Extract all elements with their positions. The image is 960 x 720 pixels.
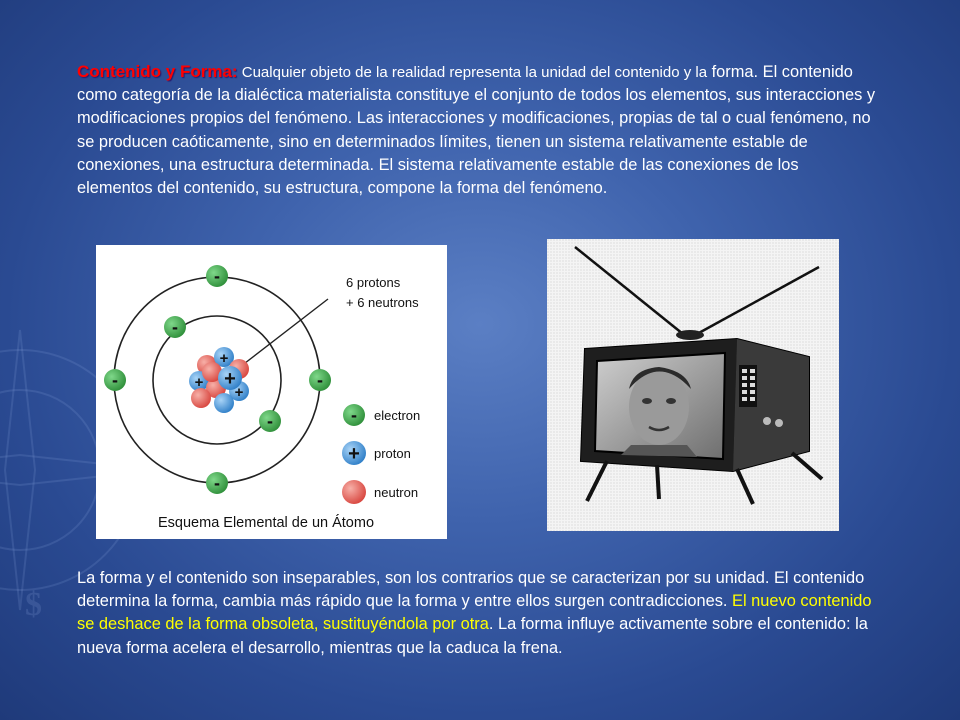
electron-sign: - — [214, 473, 220, 493]
paragraph2-after: . La forma influye activamente sobre el contenido: la nueva forma acelera el desarrollo, mientras que la caduca la frena. — [77, 615, 868, 657]
paragraph2-before: La forma y el contenido son inseparables, son los contrarios que se caracterizan por su unidad. El contenido determina la forma, cambia más rápido que la forma y entre ellos surgen contradicciones. — [77, 569, 865, 611]
nucleus — [189, 347, 249, 413]
atom-diagram-svg — [96, 245, 447, 539]
electron-sign: - — [172, 317, 178, 337]
atom-diagram — [96, 245, 447, 539]
paragraph2-highlight: El nuevo contenido se deshace de la forma obsoleta, sustituyéndola por otra — [77, 592, 872, 634]
proton-sign: + — [194, 374, 204, 391]
section-title-colon: : — [231, 62, 238, 81]
atom-caption: Esquema Elemental de un Átomo — [158, 515, 375, 531]
legend-neutron-swatch — [342, 480, 366, 504]
legend-electron-label: electron — [374, 408, 421, 423]
paragraph-lead: Cualquier objeto de la realidad representa la unidad del contenido y la — [237, 64, 708, 81]
electron-sign: - — [317, 370, 323, 390]
electron-sign: - — [112, 370, 118, 390]
legend-proton-sign: + — [348, 443, 360, 465]
legend-proton-label: proton — [374, 446, 411, 461]
section-title: Contenido y Forma — [77, 62, 232, 81]
paragraph-inseparable-form-content — [77, 567, 887, 660]
vintage-television-icon — [547, 239, 839, 531]
electron-sign: - — [214, 266, 220, 286]
proton-sign: + — [224, 368, 236, 390]
nucleus-pointer-line — [236, 299, 328, 370]
atom-legend — [342, 404, 420, 504]
svg-text:$: $ — [25, 586, 42, 623]
neutron-ball — [191, 388, 211, 408]
paragraph-body: forma. El contenido como categoría de la dialéctica materialista constituye el conjunto de todos los elementos, sus interacciones y modificaciones propios del fenómeno. Las interacciones y modificaciones, propias de tal o cual fenómeno, no se producen caóticamente, sino en determinados límites, tienen un sistema relativamente estable de conexiones, una estructura determinada. El sistema relativamente estable de las conexiones de los elementos del contenido, su estructura, compone la forma del fenómeno. — [77, 63, 876, 198]
paragraph-content-and-form — [77, 60, 877, 200]
legend-neutron-label: neutron — [374, 485, 419, 500]
nucleus-label-line1: 6 protons — [346, 275, 401, 290]
nucleus-label-line2: + 6 neutrons — [346, 295, 419, 310]
television-image — [547, 239, 839, 531]
proton-sign: + — [219, 350, 229, 367]
proton-sign: + — [234, 384, 244, 401]
proton-ball — [214, 393, 234, 413]
legend-electron-sign: - — [351, 405, 357, 425]
electron-sign: - — [267, 411, 273, 431]
